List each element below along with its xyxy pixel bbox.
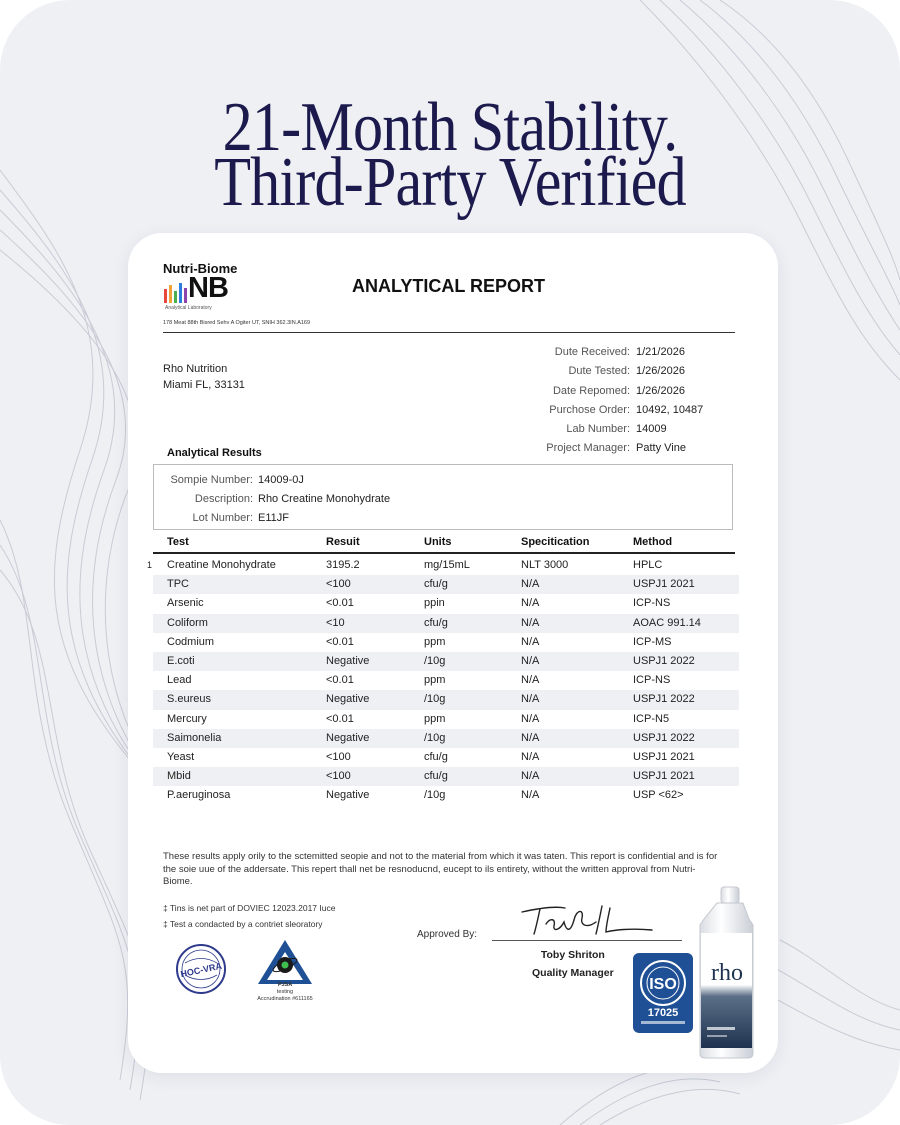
- cell-spec: N/A: [521, 712, 540, 725]
- info-label: Project Manager:: [546, 442, 630, 455]
- cell-result: Negative: [326, 731, 370, 744]
- sample-label: Sompie Number:: [170, 474, 253, 486]
- lab-logo-bars-icon: [163, 279, 187, 303]
- pjsa-badge-text: [244, 982, 326, 1003]
- info-label: Dute Received:: [554, 346, 630, 358]
- cell-result: Negative: [326, 693, 370, 706]
- report-title: ANALYTICAL REPORT: [352, 276, 546, 296]
- cell-result: <0.01: [326, 597, 354, 610]
- client-block: [163, 361, 245, 393]
- header-divider: [163, 332, 735, 333]
- info-label: Lab Number:: [566, 423, 630, 436]
- table-row: [153, 633, 739, 652]
- cell-method: USPJ1 2021: [633, 750, 695, 763]
- report-info: [500, 343, 726, 459]
- signer-name: Toby Shriton: [540, 949, 605, 961]
- signature-image: [510, 900, 660, 940]
- header-test: Test: [167, 536, 189, 548]
- cell-units: ppm: [424, 635, 446, 648]
- cell-spec: NLT 3000: [521, 559, 569, 571]
- cell-spec: N/A: [521, 789, 540, 802]
- info-label: Dute Tested:: [568, 365, 630, 378]
- info-value: 1/21/2026: [636, 346, 685, 358]
- info-label: Date Repomed:: [552, 384, 630, 397]
- cell-result: Negative: [326, 789, 370, 802]
- iso-label: ISO: [649, 976, 677, 993]
- cell-result: <100: [326, 770, 351, 783]
- cell-units: cfu/g: [424, 578, 448, 591]
- header-method: Method: [633, 536, 673, 548]
- cell-units: cfu/g: [424, 616, 448, 629]
- cell-units: ppin: [424, 597, 445, 610]
- cell-spec: N/A: [521, 616, 540, 629]
- product-bottle-image: [697, 885, 777, 1060]
- client-name: Rho Nutrition: [163, 363, 228, 375]
- cell-result: <0.01: [326, 712, 354, 725]
- results-table-body: [147, 556, 739, 805]
- cell-result: 3195.2: [326, 559, 360, 571]
- cell-units: mg/15mL: [424, 559, 470, 571]
- table-row: [153, 767, 739, 786]
- sample-label: Lot Number:: [192, 512, 253, 524]
- cell-method: AOAC 991.14: [633, 616, 701, 629]
- cell-spec: N/A: [521, 578, 540, 591]
- hoc-badge-text: HOC-VRA: [179, 960, 223, 980]
- lab-subtitle: Analytical Laboratory: [165, 305, 212, 311]
- cell-units: /10g: [424, 693, 446, 706]
- cell-test: Lead: [167, 674, 192, 687]
- cell-method: ICP-NS: [633, 597, 671, 610]
- table-row: [153, 690, 739, 709]
- row-number: 1: [147, 560, 153, 570]
- cell-result: <100: [326, 578, 351, 591]
- sample-label: Description:: [194, 493, 253, 505]
- iso-17025-badge: [633, 953, 693, 1033]
- cell-method: USPJ1 2022: [633, 693, 695, 706]
- client-location: Miami FL, 33131: [163, 379, 245, 391]
- table-row: [153, 652, 739, 671]
- info-value: 1/26/2026: [636, 384, 685, 397]
- cell-result: <0.01: [326, 674, 354, 687]
- lab-name: Nutri-Biome: [163, 261, 238, 276]
- lab-address: 178 Meat 88th Bisred Sehv A Ogiter UT, SNIH 362.3IN.A169: [163, 320, 311, 326]
- iso-badge-graphic: [633, 953, 693, 1033]
- cell-test: TPC: [167, 578, 189, 591]
- headline-line-1: 21-Month Stability.: [222, 89, 678, 166]
- section-title: Analytical Results: [167, 447, 262, 459]
- headline-line-2: Third-Party Verified: [214, 144, 686, 221]
- signer-block: [532, 946, 614, 982]
- cell-test: Saimonelia: [167, 731, 222, 744]
- pjsa-name: PJSA: [277, 982, 293, 988]
- table-row: [153, 786, 739, 805]
- cell-units: ppm: [424, 674, 446, 687]
- sample-value: Rho Creatine Monohydrate: [258, 493, 391, 505]
- sample-value: 14009-0J: [258, 474, 304, 486]
- signer-title: Quality Manager: [532, 967, 614, 979]
- cell-method: HPLC: [633, 559, 663, 571]
- cell-spec: N/A: [521, 635, 540, 648]
- signature-line: [492, 940, 682, 941]
- cell-units: cfu/g: [424, 750, 448, 763]
- info-value: Patty Vine: [636, 442, 686, 455]
- info-value: 10492, 10487: [636, 403, 704, 416]
- info-value: 14009: [636, 423, 667, 436]
- table-row: [153, 671, 739, 690]
- table-row: [153, 614, 739, 633]
- cell-method: USPJ1 2022: [633, 731, 695, 744]
- cell-method: USPJ1 2021: [633, 770, 695, 783]
- table-row: [153, 710, 739, 729]
- cell-test: Creatine Monohydrate: [167, 559, 276, 571]
- cell-spec: N/A: [521, 770, 540, 783]
- info-label: Purchose Order:: [549, 403, 630, 416]
- cell-result: <0.01: [326, 635, 354, 648]
- sample-value: E11JF: [258, 512, 289, 524]
- cell-test: Arsenic: [167, 597, 204, 610]
- disclaimer-text: These results apply orily to the sctemitted seopie and not to the material from which it was taten. This report is confidential and is for the soie uue of the addersate. This repert thall net be resnoducnd, eucept to ils entirety, without the written approval from Nutri-Biome.: [163, 851, 718, 887]
- cell-method: ICP-N5: [633, 712, 670, 725]
- lab-logo-text: NB: [188, 272, 228, 304]
- pjsa-caption: Accrudination #611165: [257, 996, 313, 1002]
- header-result: Resuit: [326, 536, 360, 548]
- iso-number: 17025: [647, 1007, 679, 1019]
- header-specification: Specitication: [521, 536, 590, 548]
- sample-info: [163, 471, 458, 528]
- table-row: [153, 729, 739, 748]
- cell-spec: N/A: [521, 693, 540, 706]
- cell-result: Negative: [326, 654, 370, 667]
- footnote: ‡ Tins is net part of DOVIEC 12023.2017 Iuce: [163, 903, 336, 913]
- cell-test: Mercury: [167, 712, 207, 725]
- cell-test: Yeast: [167, 750, 195, 763]
- cell-spec: N/A: [521, 597, 540, 610]
- cell-units: cfu/g: [424, 770, 448, 783]
- cell-result: <10: [326, 616, 345, 629]
- cell-spec: N/A: [521, 654, 540, 667]
- cell-method: ICP-NS: [633, 674, 671, 687]
- results-table-header: [153, 536, 735, 554]
- cell-spec: N/A: [521, 674, 540, 687]
- table-row: [147, 556, 739, 575]
- cell-units: /10g: [424, 731, 446, 744]
- cell-result: <100: [326, 750, 351, 763]
- bottle-brand: rho: [711, 960, 743, 986]
- cell-test: S.eureus: [167, 693, 212, 706]
- table-row: [153, 575, 739, 594]
- cell-spec: N/A: [521, 731, 540, 744]
- cell-test: Codmium: [167, 635, 215, 648]
- footnote: ‡ Test a condacted by a contriet sleoratory: [163, 919, 323, 929]
- cell-test: P.aeruginosa: [167, 789, 231, 802]
- cell-spec: N/A: [521, 750, 540, 763]
- cell-test: E.coti: [167, 654, 195, 667]
- cell-units: ppm: [424, 712, 446, 725]
- table-row: [153, 594, 739, 613]
- hoc-accreditation-badge-icon: [175, 943, 227, 995]
- cell-method: USPJ1 2022: [633, 654, 695, 667]
- cell-units: /10g: [424, 789, 446, 802]
- cell-method: ICP-MS: [633, 635, 672, 648]
- cell-test: Mbid: [167, 770, 191, 783]
- cell-method: USPJ1 2021: [633, 578, 695, 591]
- cell-test: Coliform: [167, 616, 208, 629]
- pjsa-sub: testing: [276, 989, 294, 995]
- header-units: Units: [424, 536, 452, 548]
- approved-by-label: Approved By:: [417, 929, 478, 940]
- info-value: 1/26/2026: [636, 365, 685, 378]
- cell-units: /10g: [424, 654, 446, 667]
- cell-method: USP <62>: [633, 789, 684, 802]
- table-row: [153, 748, 739, 767]
